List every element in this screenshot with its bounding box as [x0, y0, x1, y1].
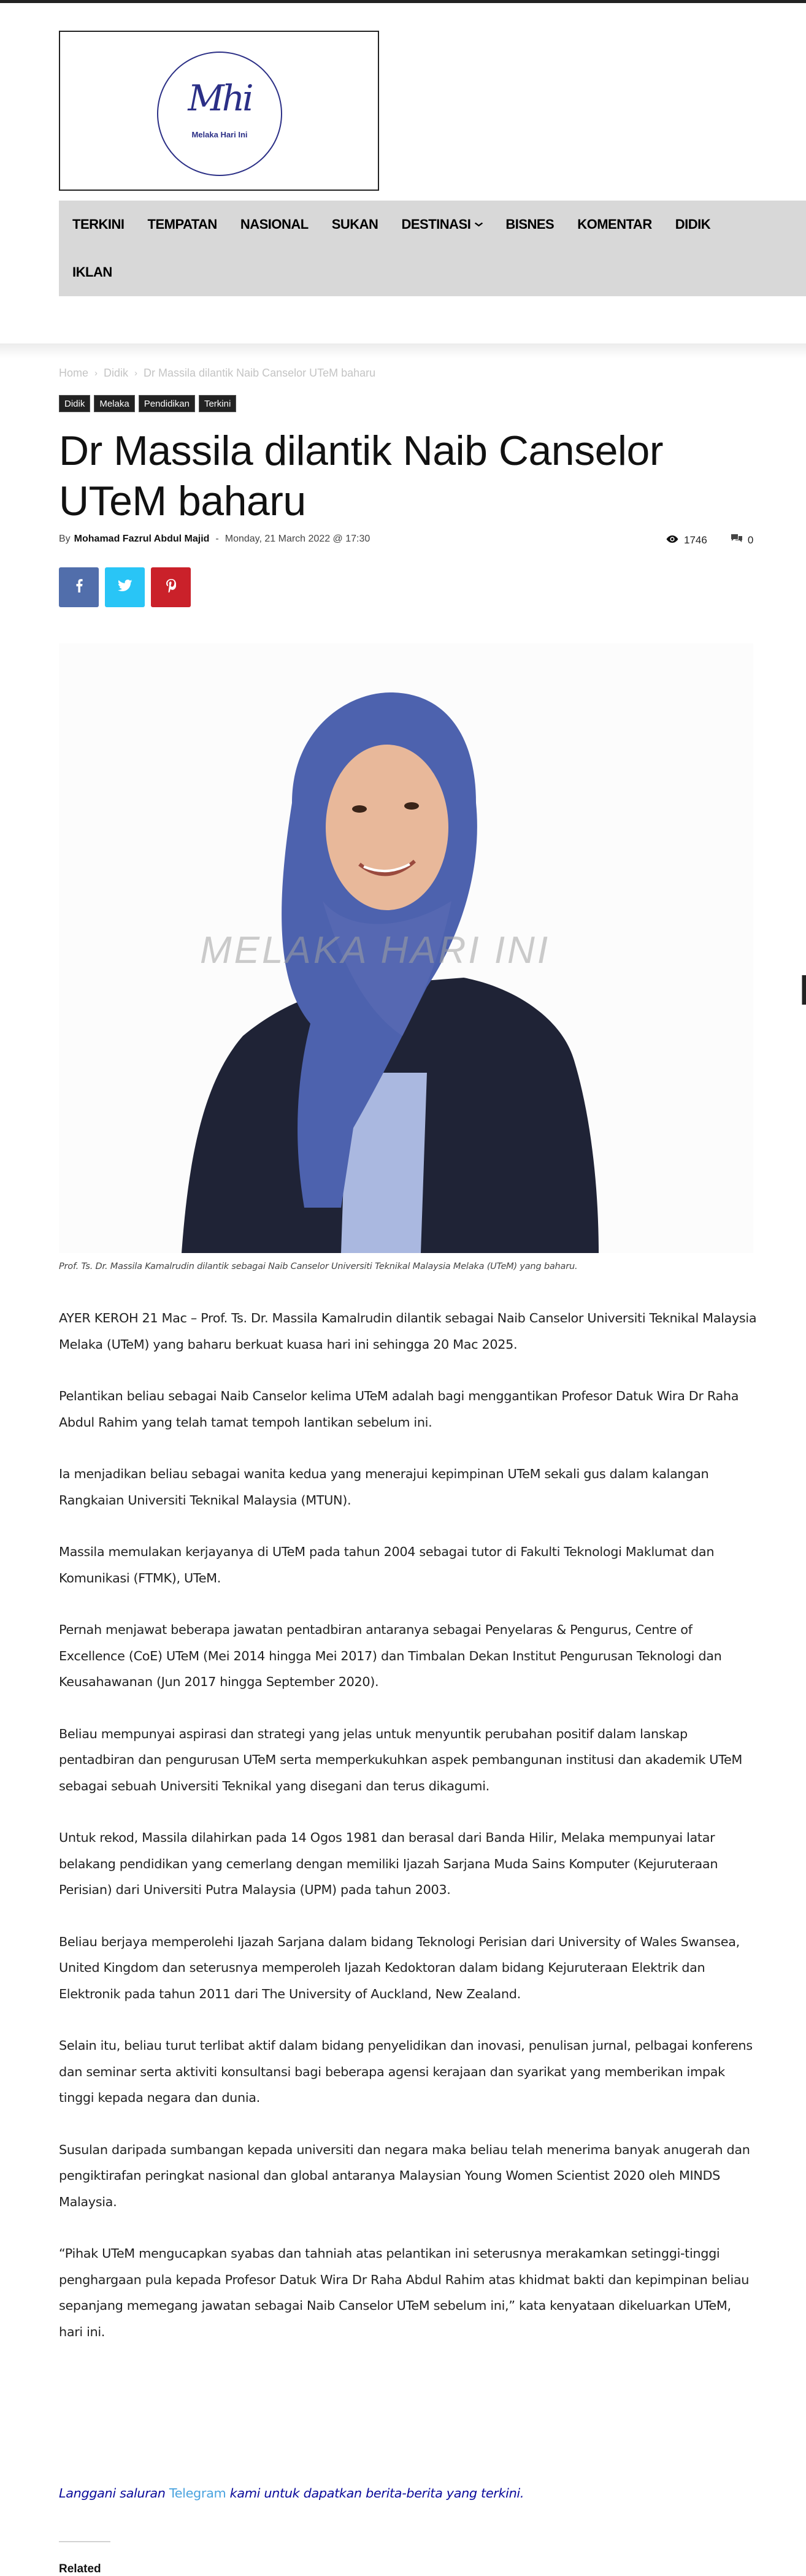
breadcrumb-separator-icon: › [134, 368, 138, 378]
nav-label: TEMPATAN [147, 217, 217, 232]
paragraph: Beliau berjaya memperolehi Ijazah Sarjana dalam bidang Teknologi Perisian dari University of Wales Swansea, United Kingdom dan seterusnya memperoleh Ijazah Kedoktoran dalam bidang Kejuruteraan Elektrik dan Elektronik pada tahun 2011 dari The University of Auckland, New Zealand. [59, 1934, 740, 2001]
breadcrumb [59, 367, 375, 380]
image-caption: Prof. Ts. Dr. Massila Kamalrudin dilantik sebagai Naib Canselor Universiti Teknikal Malaysia Melaka (UTeM) yang baharu. [59, 1262, 578, 1271]
nav-item-nasional[interactable] [227, 217, 309, 232]
telegram-promo-before: Langgani saluran [59, 2486, 169, 2501]
header-divider-shadow [0, 343, 806, 358]
telegram-promo-after: kami untuk dapatkan berita-berita yang terkini. [226, 2486, 524, 2501]
paragraph: Susulan daripada sumbangan kepada universiti dan negara maka beliau telah menerima banyak anugerah dan pengiktirafan peringkat nasional dan global antaranya Malaysian Young Women Scientist 2020 oleh MINDS Malaysia. [59, 2142, 750, 2209]
nav-item-komentar[interactable] [564, 217, 651, 232]
breadcrumb-didik[interactable]: Didik [104, 367, 129, 379]
nav-item-tempatan[interactable] [134, 217, 217, 232]
facebook-icon [75, 579, 83, 596]
nav-row-1 [59, 201, 720, 248]
site-logo[interactable] [59, 31, 379, 191]
by-label: By [59, 534, 71, 544]
nav-label: DESTINASI [401, 217, 471, 232]
eye-icon [666, 534, 679, 546]
paragraph: Ia menjadikan beliau sebagai wanita kedua yang menerajui kepimpinan UTeM sekali gus dalam kalangan Rangkaian Universiti Teknikal Malaysia (MTUN). [59, 1466, 709, 1508]
article-body [59, 1305, 758, 2371]
paragraph: AYER KEROH 21 Mac – Prof. Ts. Dr. Massila Kamalrudin dilantik sebagai Naib Canselor Universiti Teknikal Malaysia Melaka (UTeM) yang baharu berkuat kuasa hari ini sehingga 20 Mac 2025. [59, 1311, 757, 1352]
nav-item-sukan[interactable] [318, 217, 378, 232]
breadcrumb-current[interactable]: Dr Massila dilantik Naib Canselor UTeM baharu [144, 367, 376, 379]
tag-terkini[interactable]: Terkini [199, 395, 236, 412]
logo-oval [157, 52, 282, 176]
side-panel-handle[interactable] [802, 975, 806, 1005]
comments-link[interactable] [731, 534, 753, 546]
category-tags [59, 395, 236, 412]
related-heading: Related [59, 2563, 101, 2575]
nav-row-2 [59, 248, 122, 296]
logo-script: Mhi [188, 77, 251, 119]
featured-image[interactable] [59, 643, 753, 1253]
author-link[interactable]: Mohamad Fazrul Abdul Majid [74, 534, 210, 544]
paragraph: Pelantikan beliau sebagai Naib Canselor kelima UTeM adalah bagi menggantikan Profesor Datuk Wira Dr Raha Abdul Rahim yang telah tamat tempoh lantikan sebelum ini. [59, 1389, 739, 1430]
nav-label: NASIONAL [240, 217, 309, 232]
article-meta [59, 534, 370, 545]
image-watermark: MELAKA HARI INI [200, 929, 551, 972]
tag-didik[interactable]: Didik [59, 395, 90, 412]
nav-item-destinasi[interactable] [388, 217, 482, 232]
comment-count: 0 [747, 534, 754, 546]
related-divider [59, 2541, 110, 2542]
paragraph: Selain itu, beliau turut terlibat aktif dalam bidang penyelidikan dan inovasi, penulisan jurnal, pelbagai konferens dan seminar serta aktiviti konsultansi bagi beberapa agensi kerajaan dan syarikat yang memberikan impak tinggi kepada negara dan dunia. [59, 2038, 753, 2105]
paragraph: Beliau mempunyai aspirasi dan strategi yang jelas untuk menyuntik perubahan positif dalam lanskap pentadbiran dan pengurusan UTeM serta memperkukuhkan aspek pembangunan institusi dan akademik UTeM sebagai sebuah Universiti Teknikal yang disegani dan terus dikagumi. [59, 1726, 743, 1793]
tag-melaka[interactable]: Melaka [94, 395, 134, 412]
view-count: 1746 [684, 534, 707, 546]
telegram-promo [59, 2480, 524, 2506]
pinterest-icon [166, 579, 176, 596]
comments-icon [731, 534, 743, 546]
nav-item-bisnes[interactable] [492, 217, 554, 232]
nav-label: SUKAN [331, 217, 378, 232]
breadcrumb-home[interactable]: Home [59, 367, 89, 379]
nav-label: BISNES [505, 217, 555, 232]
logo-text: Melaka Hari Ini [191, 130, 248, 139]
share-pinterest-button[interactable] [151, 567, 191, 607]
publish-date: Monday, 21 March 2022 @ 17:30 [225, 534, 370, 544]
nav-item-terkini[interactable] [59, 217, 125, 232]
top-bar [0, 0, 806, 3]
nav-label: TERKINI [72, 217, 125, 232]
share-facebook-button[interactable] [59, 567, 99, 607]
article-stats [666, 534, 753, 546]
nav-label: IKLAN [72, 264, 112, 280]
twitter-icon [118, 580, 132, 596]
breadcrumb-separator-icon: › [94, 368, 98, 378]
nav-item-iklan[interactable] [59, 264, 112, 280]
share-twitter-button[interactable] [105, 567, 145, 607]
paragraph: Pernah menjawat beberapa jawatan pentadbiran antaranya sebagai Penyelaras & Pengurus, Centre of Excellence (CoE) UTeM (Mei 2014 hingga Mei 2017) dan Timbalan Dekan Institut Pengurusan Teknologi dan Keusahawanan (Jun 2017 hingga September 2020). [59, 1622, 722, 1689]
nav-item-didik[interactable] [662, 217, 710, 232]
tag-pendidikan[interactable]: Pendidikan [139, 395, 195, 412]
share-buttons [59, 567, 191, 607]
paragraph: Untuk rekod, Massila dilahirkan pada 14 Ogos 1981 dan berasal dari Banda Hilir, Melaka mempunyai latar belakang pendidikan yang cemerlang dengan memiliki Ijazah Sarjana Muda Sains Komputer (Kejuruteraan Perisian) dari Universiti Putra Malaysia (UPM) pada tahun 2003. [59, 1830, 718, 1897]
chevron-down-icon [475, 220, 483, 229]
paragraph: Massila memulakan kerjayanya di UTeM pada tahun 2004 sebagai tutor di Fakulti Teknologi Maklumat dan Komunikasi (FTMK), UTeM. [59, 1544, 715, 1585]
paragraph: “Pihak UTeM mengucapkan syabas dan tahniah atas pelantikan ini seterusnya merakamkan setinggi-tinggi penghargaan pula kepada Profesor Datuk Wira Dr Raha Abdul Rahim atas khidmat bakti dan kepimpinan beliau sepanjang memegang jawatan sebagai Naib Canselor UTeM sebelum ini,” kata kenyataan dikeluarkan UTeM, hari ini. [59, 2246, 750, 2339]
nav-label: DIDIK [675, 217, 711, 232]
main-nav [59, 201, 806, 296]
telegram-link[interactable]: Telegram [169, 2486, 226, 2501]
meta-dash: - [215, 534, 219, 544]
nav-label: KOMENTAR [577, 217, 652, 232]
article-title: Dr Massila dilantik Naib Canselor UTeM baharu [59, 427, 663, 524]
